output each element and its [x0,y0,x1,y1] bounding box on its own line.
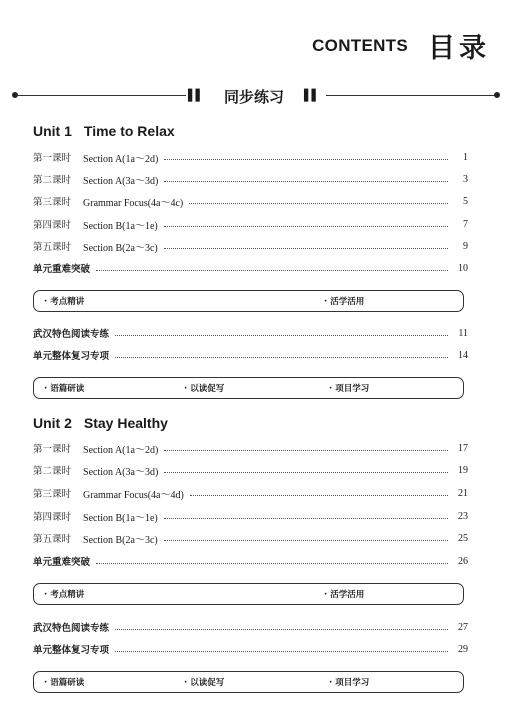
subtopic-box [33,377,464,399]
unit-2-title [33,415,168,431]
lesson-label: 第一课时 [33,153,72,164]
page-number: 11 [458,327,468,339]
page-number: 14 [458,349,468,361]
dot-leader [164,540,448,541]
entry-label: 单元整体复习专项 [33,645,110,656]
page-number: 9 [463,240,468,252]
lesson-section: Section B(2a～3c) [83,242,158,254]
dot-leader [96,270,448,271]
lesson-label: 第三课时 [33,489,72,500]
lesson-section: Section A(1a～2d) [83,153,159,165]
dot-leader [164,248,448,249]
dot-leader [164,450,448,451]
page-number: 10 [458,262,468,274]
banner-right-dot [494,92,500,98]
lesson-label: 第四课时 [33,220,72,231]
subtopic-item: · 语篇研读 [44,678,85,688]
dot-leader [96,563,448,564]
toc-entry-review[interactable] [33,641,468,657]
subtopic-item: · 语篇研读 [44,384,85,394]
unit-name: Time to Relax [83,123,175,139]
unit-name: Stay Healthy [83,415,168,431]
dot-leader [164,472,448,473]
banner-left-line [16,95,186,96]
unit-number: Unit 2 [33,415,72,431]
subtopic-item: · 活学活用 [324,297,365,307]
dot-leader [115,357,448,358]
lesson-label: 第五课时 [33,534,72,545]
subtopic-box [33,671,464,693]
dot-leader [115,651,448,652]
dot-leader [115,335,448,336]
entry-label: 武汉特色阅读专练 [33,329,110,340]
banner-right-line [326,95,496,96]
page-number: 3 [463,173,468,185]
toc-entry[interactable] [33,238,468,254]
section-banner [12,84,500,108]
toc-entry[interactable] [33,149,468,165]
dot-leader [164,518,448,519]
dot-leader [190,495,448,496]
lesson-section: Section A(3a～3d) [83,175,159,187]
subtopic-item: · 以读促写 [184,384,225,394]
toc-entry[interactable] [33,440,468,456]
subtopic-item: · 项目学习 [329,678,370,688]
entry-label: 单元重难突破 [33,557,91,568]
page-number: 25 [458,532,468,544]
page-number: 5 [463,195,468,207]
subtopic-box [33,290,464,312]
lesson-section: Section B(1a～1e) [83,220,158,232]
lesson-section: Section B(2a～3c) [83,534,158,546]
dot-leader [164,181,448,182]
toc-entry[interactable] [33,462,468,478]
page-number: 29 [458,643,468,655]
lesson-label: 第四课时 [33,512,72,523]
lesson-label: 第三课时 [33,197,72,208]
subtopic-item: · 考点精讲 [44,590,85,600]
toc-entry[interactable] [33,485,468,501]
subtopic-box [33,583,464,605]
dot-leader [189,203,448,204]
contents-label: CONTENTS [312,36,408,55]
lesson-label: 第五课时 [33,242,72,253]
page-number: 7 [463,218,468,230]
lesson-section: Section A(3a～3d) [83,466,159,478]
entry-label: 单元整体复习专项 [33,351,110,362]
subtopic-item: · 项目学习 [329,384,370,394]
entry-label: 武汉特色阅读专练 [33,623,110,634]
lesson-label: 第一课时 [33,444,72,455]
unit-1-title [33,123,175,139]
page-number: 27 [458,621,468,633]
toc-entry-reading[interactable] [33,619,468,635]
lesson-section: Section B(1a～1e) [83,512,158,524]
toc-entry[interactable] [33,216,468,232]
entry-label: 单元重难突破 [33,264,91,275]
banner-right-bars: ▌▌ [304,89,319,102]
toc-entry-breakthrough[interactable] [33,553,468,569]
page-number: 23 [458,510,468,522]
dot-leader [164,226,448,227]
page-number: 26 [458,555,468,567]
dot-leader [115,629,448,630]
lesson-label: 第二课时 [33,175,72,186]
subtopic-item: · 以读促写 [184,678,225,688]
page-number: 17 [458,442,468,454]
lesson-section: Grammar Focus(4a～4c) [83,197,184,209]
toc-entry[interactable] [33,171,468,187]
banner-title: 同步练习 [223,88,284,106]
subtopic-item: · 考点精讲 [44,297,85,307]
toc-entry[interactable] [33,530,468,546]
toc-entry-review[interactable] [33,347,468,363]
page-number: 19 [458,464,468,476]
contents-header [0,26,512,66]
contents-title-cn: 目录 [428,33,490,64]
toc-entry[interactable] [33,508,468,524]
lesson-label: 第二课时 [33,466,72,477]
toc-entry-breakthrough[interactable] [33,260,468,276]
lesson-section: Section A(1a～2d) [83,444,159,456]
banner-left-bars: ▌▌ [188,89,203,102]
lesson-section: Grammar Focus(4a～4d) [83,489,184,501]
page-number: 1 [463,151,468,163]
unit-number: Unit 1 [33,123,72,139]
dot-leader [164,159,448,160]
subtopic-item: · 活学活用 [324,590,365,600]
toc-entry[interactable] [33,193,468,209]
toc-entry-reading[interactable] [33,325,468,341]
page-number: 21 [458,487,468,499]
